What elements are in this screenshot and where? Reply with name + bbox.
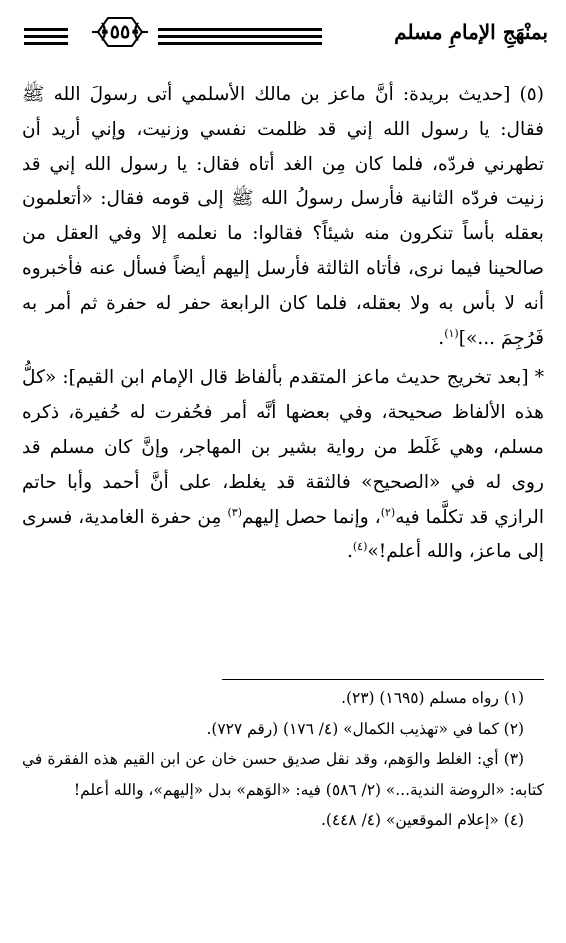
page-number: ﴿٥٥﴾ (90, 14, 150, 50)
header-rule-left (24, 42, 68, 45)
page-header (24, 14, 548, 58)
header-rule (158, 42, 322, 45)
footnotes (22, 683, 544, 836)
footnote-1: (١) رواه مسلم (١٦٩٥) (٢٣). (341, 689, 524, 707)
main-text (22, 78, 544, 570)
running-title: بمنْهَجِ الإمامِ مسلم (394, 20, 548, 44)
footnote-ref: (٤) (352, 540, 368, 554)
header-rule-left (24, 28, 68, 31)
header-rule (158, 28, 322, 31)
header-rule-left (24, 35, 68, 38)
footnote-2: (٢) كما في «تهذيب الكمال» (٤/ ١٧٦) (رقم ٧٢٧). (206, 719, 524, 738)
footnote-ref: (٢) (380, 505, 396, 519)
hadith-paragraph: (٥) [حديث بريدة: أنَّ ماعز بن مالك الأسلمي أتى رسولَ الله ﷺ فقال: يا رسول الله إني قد ظلمت نفسي وزنيت، وإني أريد أن تطهرني فردّه، فلما كان مِن الغد أتاه فقال: يا رسول الله إني قد زنيت فردّه الثانية فأرسل رسولُ الله ﷺ إلى قومه فقال: «أتعلمون بعقله بأساً تنكرون منه شيئاً؟ فقالوا: ما نعلمه إلا وفي العقل من صالحينا فيما نرى، فأتاه الثالثة فأرسل إليهم أيضاً فسأل عنه فأخبروه أنه لا بأس به ولا بعقله، فلما كان الرابعة حفر له حفرة ثم أمر به فَرُجِمَ ...»]$^{(١)}$. (22, 84, 544, 349)
footnote-3: (٣) أي: الغلط والوَهم، وقد نقل صديق حسن خان عن ابن القيم هذه الفقرة في كتابه: «الروضة الندية...» (٢/ ٥٨٦) فيه: «الوَهم» بدل «إليهم»، والله أعلم! (22, 750, 544, 799)
footnote-separator (222, 679, 544, 680)
footnote-4: (٤) «إعلام الموقعين» (٤/ ٤٤٨). (320, 811, 524, 830)
commentary-paragraph: * [بعد تخريج حديث ماعز المتقدم بألفاظ قال الإمام ابن القيم]: «كلُّ هذه الألفاظ صحيحة، وفي بعضها أنَّه أمر فحُفرت له حُفيرة، ذكره مسلم، وهي غَلَط من رواية بشير بن المهاجر، وإنَّ كان مسلم قد روى له في «الصحيح» فالثقة قد يغلط، على أنَّ أحمد وأبا حاتم الرازي قد تكلَّما فيه$^{(٢)}$، وإنما حصل إليهم$^{(٣)}$ مِن حفرة الغامدية، فسرى إلى ماعز، والله أعلم!»$^{(٤)}$. (22, 367, 545, 563)
header-rule (158, 35, 322, 38)
footnote-ref: (١) (444, 326, 459, 340)
footnote-ref: (٣) (227, 505, 242, 519)
